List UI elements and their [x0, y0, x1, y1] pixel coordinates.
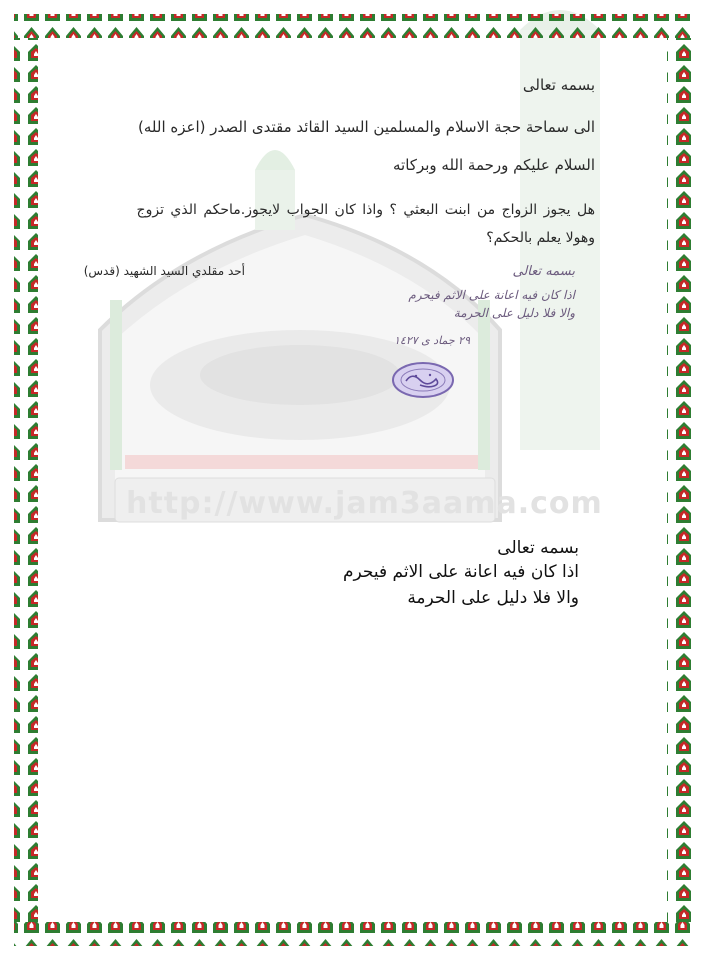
handwritten-opening: بسمه تعالى	[512, 264, 575, 279]
answer-line2: اذا كان فيه اعانة على الاثم فيحرم	[343, 562, 579, 582]
answer-opening: بسمه تعالى	[497, 538, 579, 558]
answer-line3: والا فلا دليل على الحرمة	[407, 588, 579, 608]
watermark-url: http://www.jam3aama.com	[126, 486, 603, 521]
letter-signature: أحد مقلدي السيد الشهيد (قدس)	[83, 264, 245, 278]
letter-addressee: الى سماحة حجة الاسلام والمسلمين السيد القائد مقتدى الصدر (اعزه الله)	[138, 118, 595, 136]
handwritten-date: ٢٩ جماد ى ١٤٢٧	[394, 334, 470, 347]
letter-question-line1: هل يجوز الزواج من ابنت البعثي ؟ واذا كان الجواب لايجوز.ماحكم الذي تزوج	[136, 202, 595, 218]
official-seal-icon	[390, 360, 456, 400]
letter-greeting: السلام عليكم ورحمة الله وبركاته	[393, 156, 595, 174]
handwritten-line3: والا فلا دليل على الحرمة	[453, 306, 575, 320]
letter-question-line2: وهولا يعلم بالحكم؟	[486, 230, 595, 246]
letter-opening: بسمه تعالى	[522, 76, 595, 94]
handwritten-line2: اذا كان فيه اعانة على الاثم فيحرم	[408, 288, 575, 302]
